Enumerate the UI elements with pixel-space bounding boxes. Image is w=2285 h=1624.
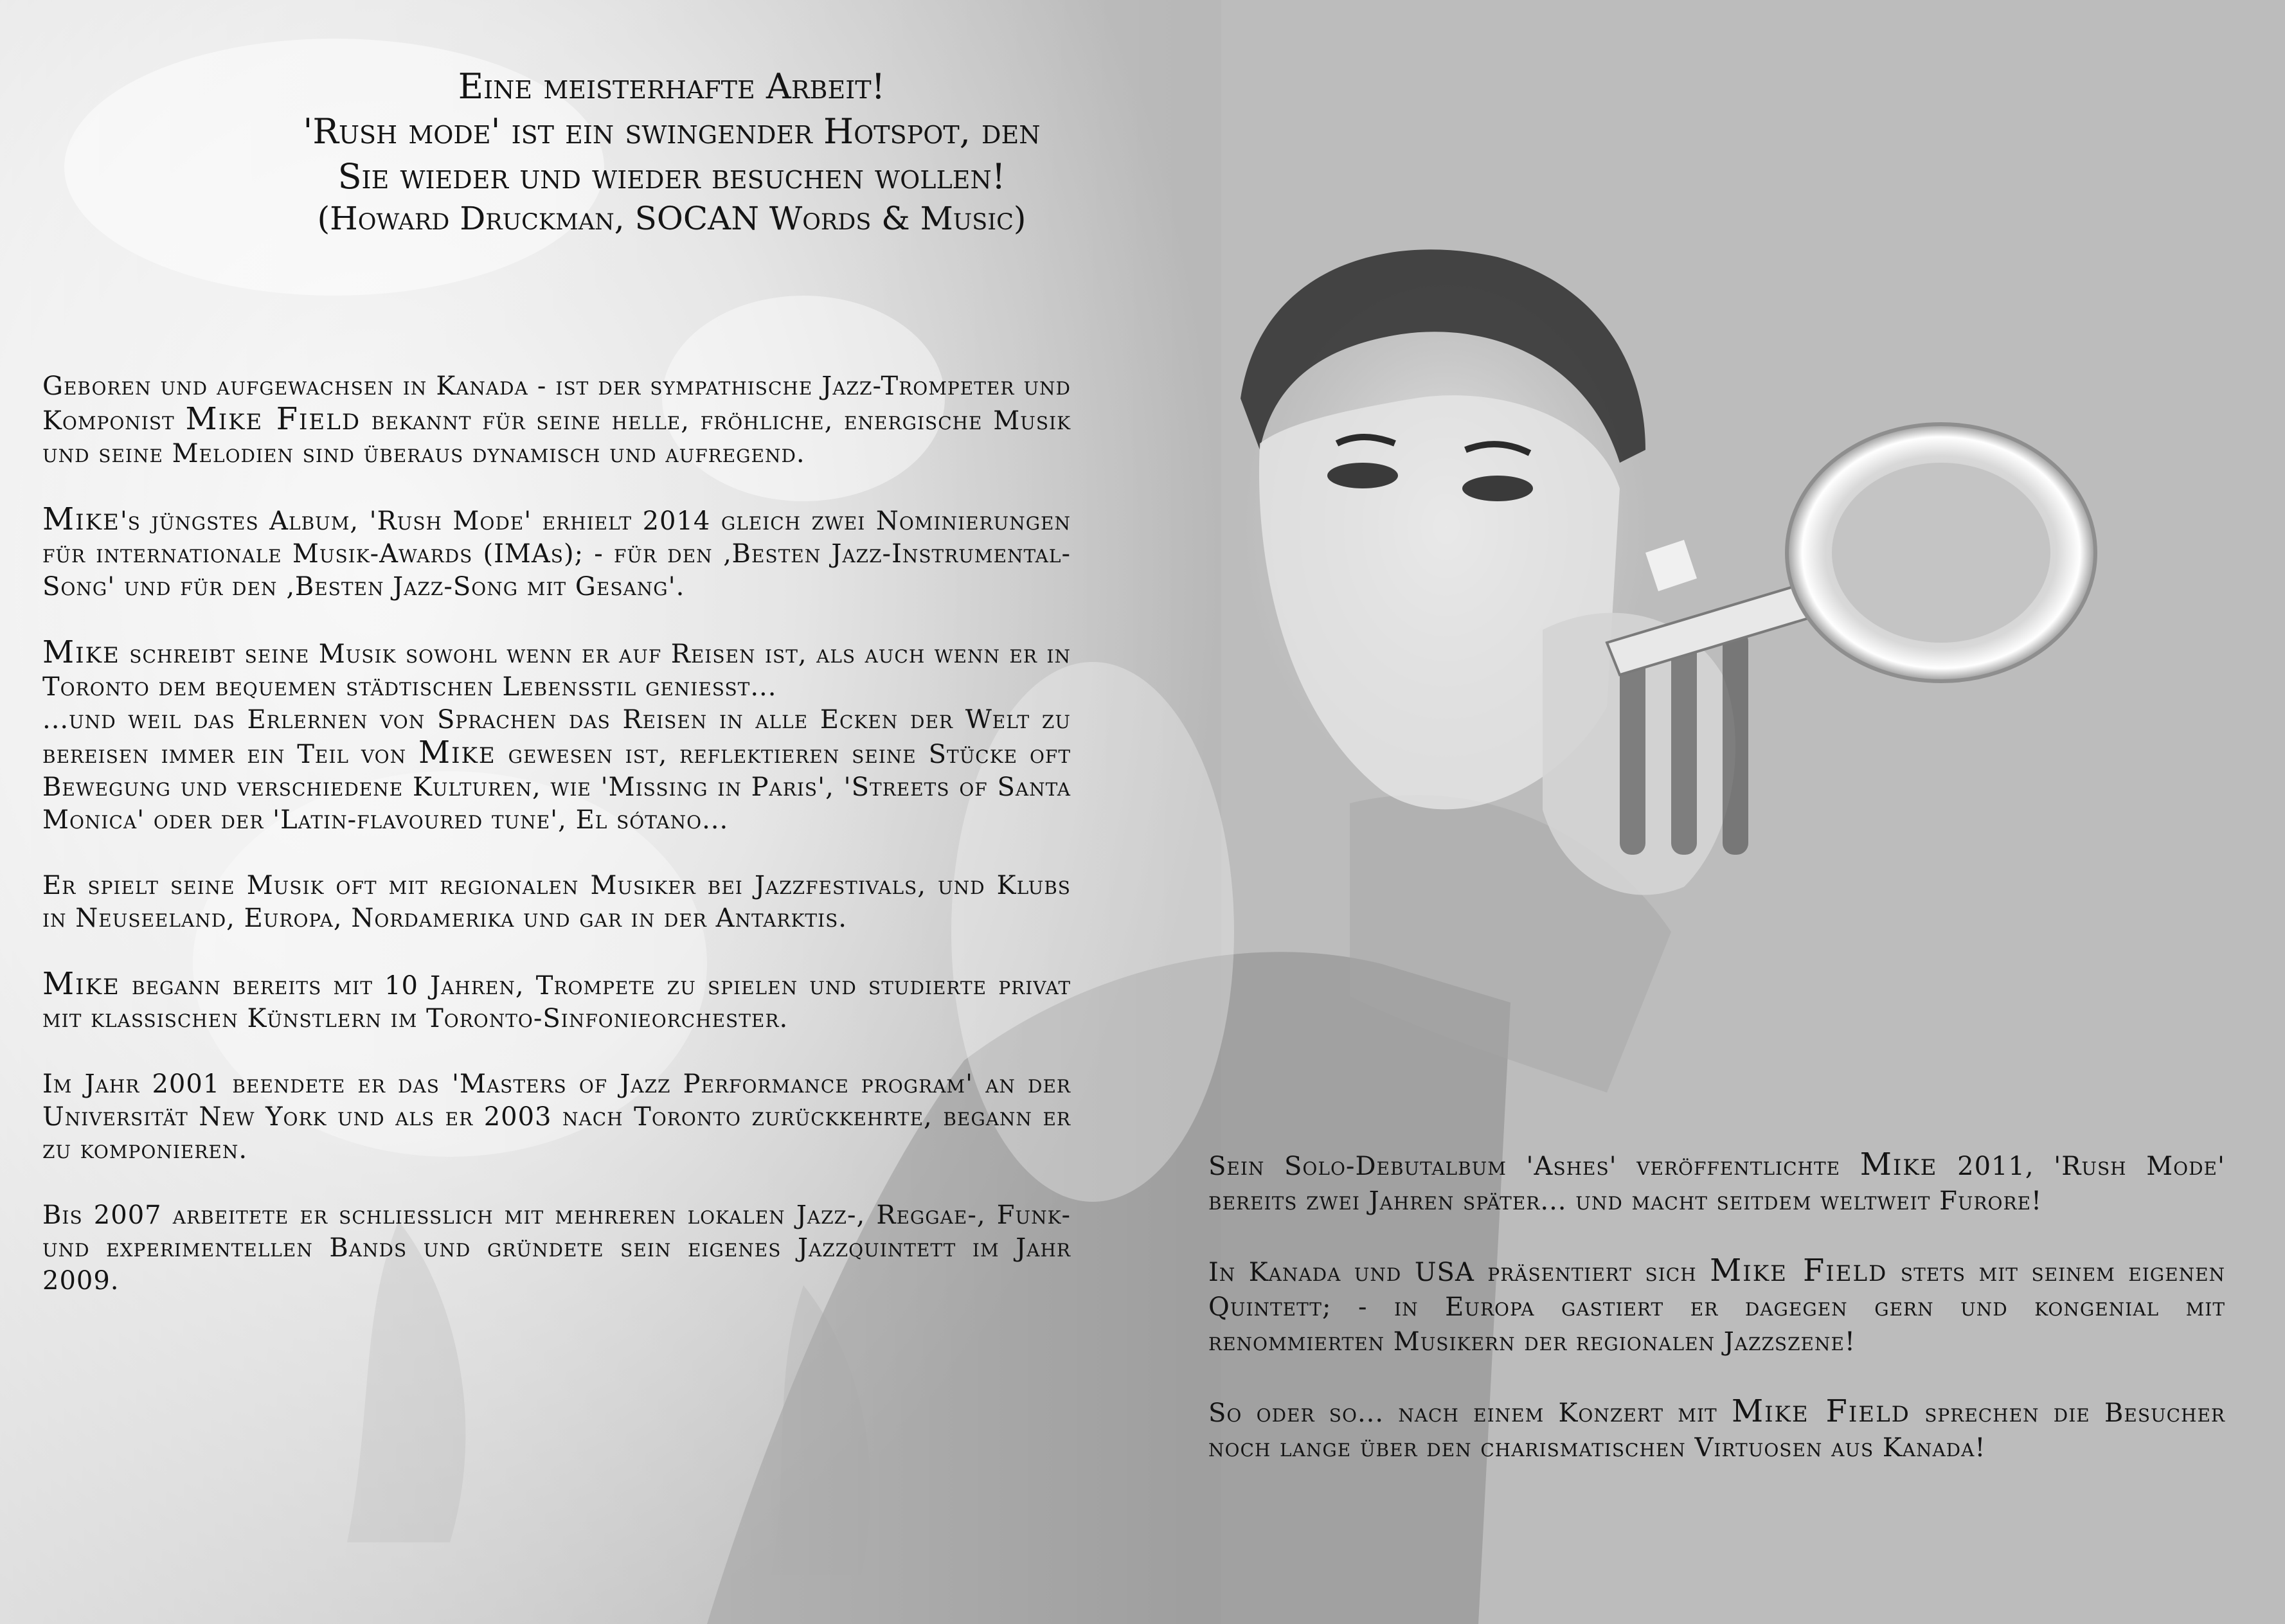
bio-paragraph-8: Bis 2007 arbeitete er schliesslich mit mehreren lokalen Jazz-, Reggae-, Funk- und experimentellen Bands und gründete sein eigenes Jazzquintett im Jahr 2009. xyxy=(42,1200,1071,1296)
artist-name: Mike xyxy=(42,966,120,1002)
headline-quote xyxy=(244,64,1099,238)
right-paragraph-1: Sein Solo-Debutalbum 'Ashes' veröffentlichte Mike 2011, 'Rush Mode' bereits zwei Jahren später... und macht seitdem weltweit Furore! xyxy=(1208,1147,2225,1216)
quote-line-1: Eine meisterhafte Arbeit! xyxy=(458,66,886,107)
bio-paragraph-2: Mike's jüngstes Album, 'Rush Mode' erhielt 2014 gleich zwei Nominierungen für internationale Musik-Awards (IMAs); - für den ‚Besten Jazz-Instrumental-Song' und für den ‚Besten Jazz-Song mit Gesang'. xyxy=(42,501,1071,602)
right-paragraph-2: In Kanada und USA präsentiert sich Mike Field stets mit seinem eigenen Quintett; - in Europa gastiert er dagegen gern und kongenial mit renommierten Musikern der regionalen Jazzszene! xyxy=(1208,1253,2226,1357)
quote-line-3: Sie wieder und wieder besuchen wollen! xyxy=(337,156,1006,197)
quote-source: (Howard Druckman, SOCAN Words & Music) xyxy=(317,200,1026,237)
artist-name: Mike xyxy=(418,735,496,771)
artist-name: Mike Field xyxy=(185,401,361,437)
bio-paragraph-7: Im Jahr 2001 beendete er das 'Masters of Jazz Performance program' an der Universität New York und als er 2003 nach Toronto zurückkehrte, begann er zu komponieren. xyxy=(42,1069,1071,1164)
left-column-bio xyxy=(42,370,1071,1330)
bio-paragraph-5: Er spielt seine Musik oft mit regionalen Musiker bei Jazzfestivals, und Klubs in Neuseeland, Europa, Nordamerika und gar in der Antarktis. xyxy=(42,871,1071,933)
right-column-bio xyxy=(1208,1147,2225,1500)
artist-name: Mike xyxy=(42,634,120,670)
bio-paragraph-6: Mike begann bereits mit 10 Jahren, Trompete zu spielen und studierte privat mit klassischen Künstlern im Toronto-Sinfonieorchester. xyxy=(42,966,1071,1033)
quote-line-2: 'Rush mode' ist ein swingender Hotspot, den xyxy=(303,111,1041,152)
bio-paragraph-3: Mike schreibt seine Musik sowohl wenn er auf Reisen ist, als auch wenn er in Toronto dem bequemen städtischen Lebensstil geniesst... xyxy=(42,634,1071,702)
right-paragraph-3: So oder so... nach einem Konzert mit Mike Field sprechen die Besucher noch lange über den charismatischen Virtuosen aus Kanada! xyxy=(1208,1393,2225,1463)
artist-name: Mike Field xyxy=(1731,1393,1910,1429)
bio-paragraph-1: Geboren und aufgewachsen in Kanada - ist der sympathische Jazz-Trompeter und Komponist Mike Field bekannt für seine helle, fröhliche, energische Musik und seine Melodien sind überaus dynamisch und aufregend. xyxy=(42,371,1071,468)
artist-name: Mike xyxy=(1859,1147,1938,1182)
artist-name: Mike Field xyxy=(1710,1253,1888,1289)
artist-name: Mike xyxy=(42,501,120,537)
bio-paragraph-4: ...und weil das Erlernen von Sprachen das Reisen in alle Ecken der Welt zu bereisen immer ein Teil von Mike gewesen ist, reflektieren seine Stücke oft Bewegung und verschiedene Kulturen, wie 'Missing in Paris', 'Streets of Santa Monica' oder der 'Latin-flavoured tune', El sótano... xyxy=(42,705,1071,835)
